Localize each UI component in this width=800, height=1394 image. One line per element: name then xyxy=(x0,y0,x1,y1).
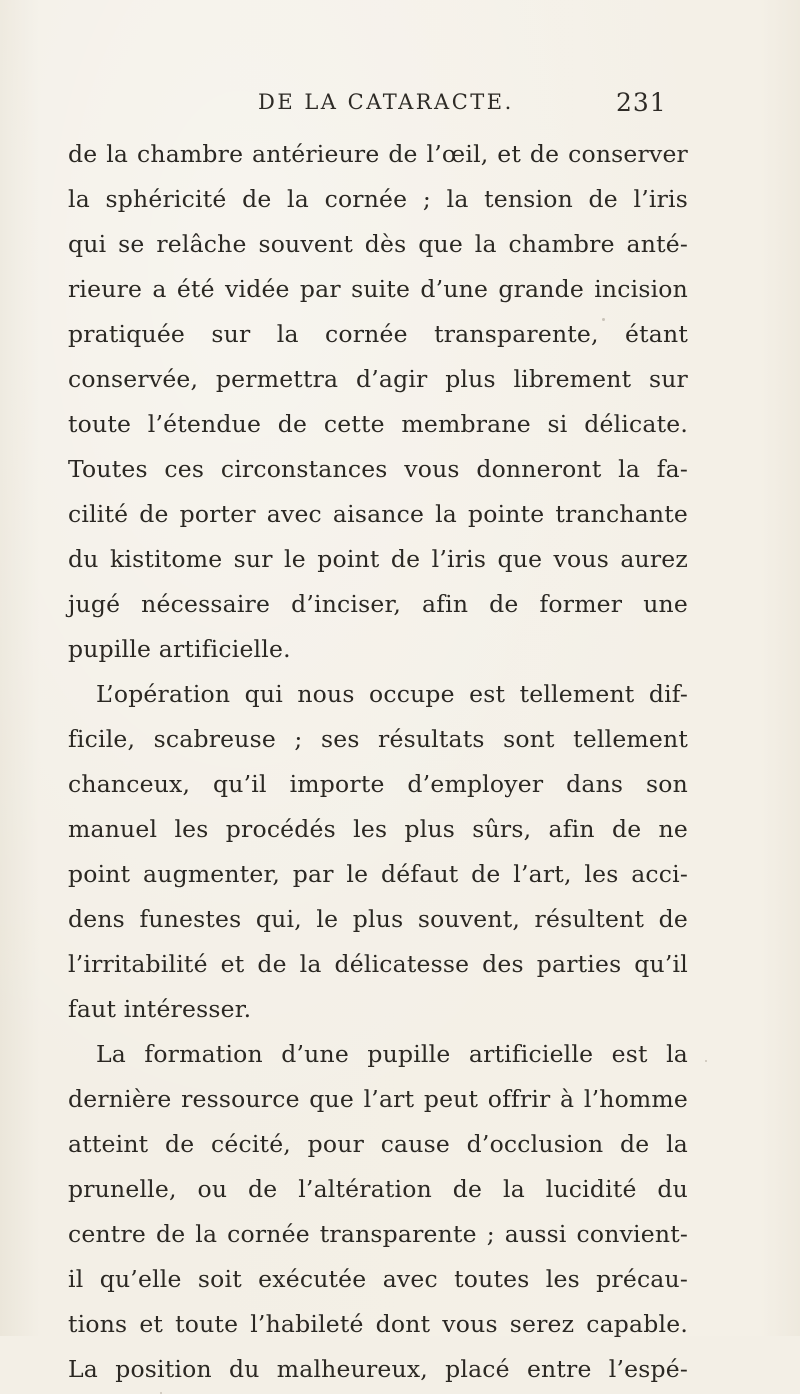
text-line: chanceux, qu’il importe d’employer dans son xyxy=(68,770,688,798)
body-text xyxy=(68,132,688,1392)
text-line-paragraph-end: faut intéresser. xyxy=(68,995,252,1023)
text-line: pratiquée sur la cornée transparente, étant xyxy=(68,320,688,348)
text-line: prunelle, ou de l’altération de la lucidité du xyxy=(68,1175,688,1203)
text-line: dernière ressource que l’art peut offrir à l’homme xyxy=(68,1085,688,1113)
text-line-paragraph-start: La formation d’une pupille artificielle est la xyxy=(96,1040,688,1068)
text-line: qui se relâche souvent dès que la chambre anté- xyxy=(68,230,688,258)
text-line: du kistitome sur le point de l’iris que vous aurez xyxy=(68,545,688,573)
text-line: centre de la cornée transparente ; aussi convient- xyxy=(68,1220,688,1248)
text-line: La position du malheureux, placé entre l’espé- xyxy=(68,1355,688,1383)
text-line: il qu’elle soit exécutée avec toutes les précau- xyxy=(68,1265,688,1293)
running-head xyxy=(0,90,800,120)
text-line: atteint de cécité, pour cause d’occlusion de la xyxy=(68,1130,688,1158)
text-line: manuel les procédés les plus sûrs, afin de ne xyxy=(68,815,688,843)
text-line-paragraph-end: pupille artificielle. xyxy=(68,635,291,663)
text-line: l’irritabilité et de la délicatesse des parties qu’il xyxy=(68,950,688,978)
page-number: 231 xyxy=(616,88,667,117)
text-line: la sphéricité de la cornée ; la tension de l’iris xyxy=(68,185,688,213)
paper-speck xyxy=(540,1230,543,1233)
text-line: jugé nécessaire d’inciser, afin de former une xyxy=(68,590,688,618)
text-line: de la chambre antérieure de l’œil, et de conserver xyxy=(68,140,688,168)
text-line: rieure a été vidée par suite d’une grande incision xyxy=(68,275,688,303)
text-line: point augmenter, par le défaut de l’art, les acci- xyxy=(68,860,688,888)
paper-speck xyxy=(602,318,605,321)
text-line: ficile, scabreuse ; ses résultats sont tellement xyxy=(68,725,688,753)
paper-speck xyxy=(705,1060,707,1062)
text-line-paragraph-start: L’opération qui nous occupe est tellement dif- xyxy=(96,680,688,708)
text-line: tions et toute l’habileté dont vous serez capable. xyxy=(68,1310,688,1338)
running-title: DE LA CATARACTE. xyxy=(258,90,514,114)
text-line: cilité de porter avec aisance la pointe tranchante xyxy=(68,500,688,528)
text-line: dens funestes qui, le plus souvent, résultent de xyxy=(68,905,688,933)
text-line: conservée, permettra d’agir plus librement sur xyxy=(68,365,688,393)
text-line: Toutes ces circonstances vous donneront la fa- xyxy=(68,455,688,483)
text-line: toute l’étendue de cette membrane si délicate. xyxy=(68,410,688,438)
